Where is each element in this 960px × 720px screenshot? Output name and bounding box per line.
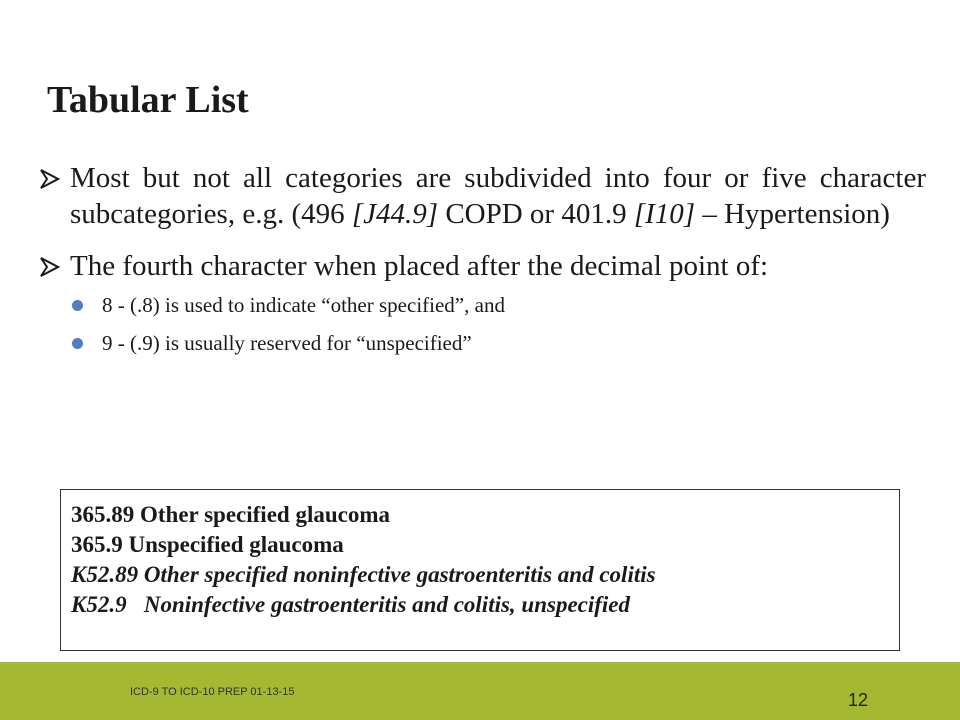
- code-line: K52.89 Other specified noninfective gastroenteritis and colitis: [71, 562, 656, 587]
- footer-text: ICD-9 TO ICD-10 PREP 01-13-15: [130, 686, 295, 698]
- arrowhead-bullet-icon: [38, 256, 60, 278]
- sub-bullet-list: [36, 292, 926, 356]
- bullet-text: Most but not all categories are subdivided into four or five character subcategories, e.g. (496 [J44.9] COPD or 401.9 [I10] – Hypertension): [70, 162, 926, 230]
- bullet-list: [36, 160, 926, 368]
- sub-bullet-item: [70, 330, 926, 356]
- bullet-item: [36, 248, 926, 284]
- dot-bullet-icon: [72, 300, 83, 311]
- code-line: K52.9 Noninfective gastroenteritis and colitis, unspecified: [71, 592, 631, 617]
- page-number: 12: [848, 690, 869, 710]
- code-example-box: [60, 489, 900, 651]
- code-line: 365.9 Unspecified glaucoma: [71, 532, 344, 557]
- arrowhead-bullet-icon: [38, 168, 60, 190]
- sub-bullet-item: [70, 292, 926, 318]
- bullet-text: The fourth character when placed after the decimal point of:: [70, 250, 769, 282]
- code-line: 365.89 Other specified glaucoma: [71, 502, 390, 527]
- sub-bullet-text: 8 - (.8) is used to indicate “other specified”, and: [102, 293, 505, 317]
- sub-bullet-text: 9 - (.9) is usually reserved for “unspecified”: [102, 331, 472, 355]
- bullet-item: [36, 160, 926, 232]
- slide-title: Tabular List: [47, 79, 249, 121]
- dot-bullet-icon: [72, 338, 83, 349]
